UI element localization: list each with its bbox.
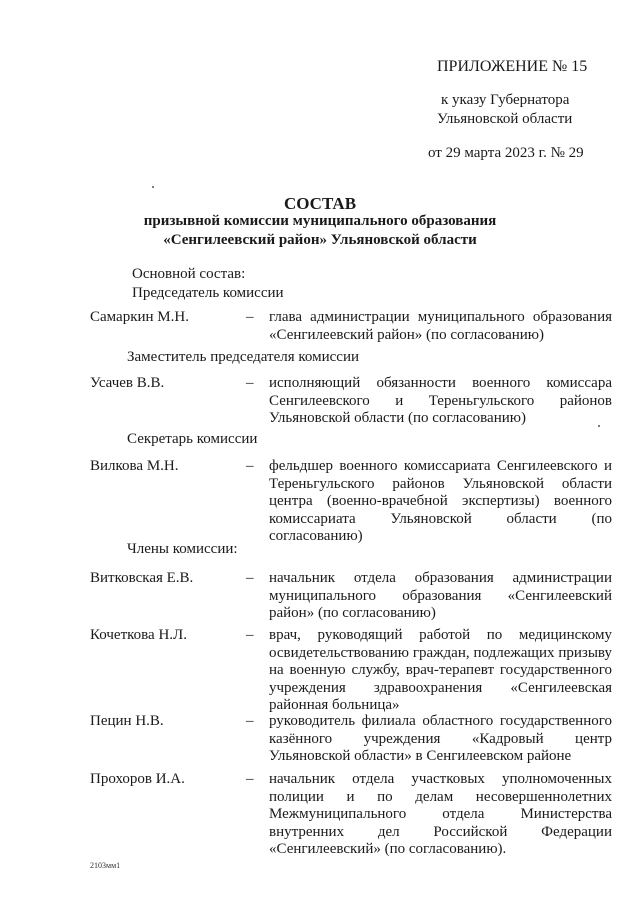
document-subtitle-line1: призывной комиссии муниципального образования — [143, 213, 497, 229]
member-position: начальник отдела образования администрации муниципального образования «Сенгилеевский район» (по согласованию) — [269, 570, 612, 621]
member-name: Самаркин М.Н. — [90, 309, 189, 325]
member-name: Вилкова М.Н. — [90, 458, 179, 474]
member-name: Прохоров И.А. — [90, 771, 185, 787]
dash-separator: – — [246, 375, 254, 391]
scan-speck — [598, 425, 600, 427]
member-position: исполняющий обязанности военного комиссара Сенгилеевского и Тереньгульского районов Ульяновской области (по согласованию) — [269, 375, 612, 426]
member-position: врач, руководящий работой по медицинскому освидетельствованию граждан, подлежащих призыву на военную службу, врач-терапевт государственного учреждения здравоохранения «Сенгилеевская районная больница» — [269, 627, 612, 713]
section-chairman: Председатель комиссии — [132, 285, 284, 301]
dash-separator: – — [246, 458, 254, 474]
document-code: 2103мм1 — [90, 861, 121, 870]
decree-reference: к указу Губернатора — [441, 92, 570, 108]
section-deputy: Заместитель председателя комиссии — [127, 349, 360, 365]
member-position: начальник отдела участковых уполномоченных полиции и по делам несовершеннолетних Межмуниципального отдела Министерства внутренних дел Российской Федерации «Сенгилеевский» (по согласованию). — [269, 771, 612, 857]
section-main-composition: Основной состав: — [132, 266, 246, 282]
decree-region: Ульяновской области — [437, 111, 573, 127]
member-name: Пецин Н.В. — [90, 713, 164, 729]
scan-speck — [152, 186, 154, 188]
document-subtitle-line2: «Сенгилеевский район» Ульяновской области — [163, 232, 477, 248]
dash-separator: – — [246, 570, 254, 586]
member-name: Витковская Е.В. — [90, 570, 194, 586]
member-name: Кочеткова Н.Л. — [90, 627, 187, 643]
dash-separator: – — [246, 309, 254, 325]
member-name: Усачев В.В. — [90, 375, 165, 391]
section-secretary: Секретарь комиссии — [127, 431, 258, 447]
member-position: фельдшер военного комиссариата Сенгилеевского и Тереньгульского районов Ульяновской области центра (военно-врачебной экспертизы) военного комиссариата Ульяновской области (по согласованию) — [269, 458, 612, 544]
decree-date: от 29 марта 2023 г. № 29 — [428, 145, 584, 161]
appendix-number: ПРИЛОЖЕНИЕ № 15 — [437, 58, 588, 75]
member-position: глава администрации муниципального образования «Сенгилеевский район» (по согласованию) — [269, 309, 612, 343]
dash-separator: – — [246, 627, 254, 643]
section-members: Члены комиссии: — [127, 541, 238, 557]
dash-separator: – — [246, 771, 254, 787]
member-position: руководитель филиала областного государственного казённого учреждения «Кадровый центр Ульяновской области» в Сенгилеевском районе — [269, 713, 612, 764]
dash-separator: – — [246, 713, 254, 729]
document-title: СОСТАВ — [283, 194, 357, 213]
